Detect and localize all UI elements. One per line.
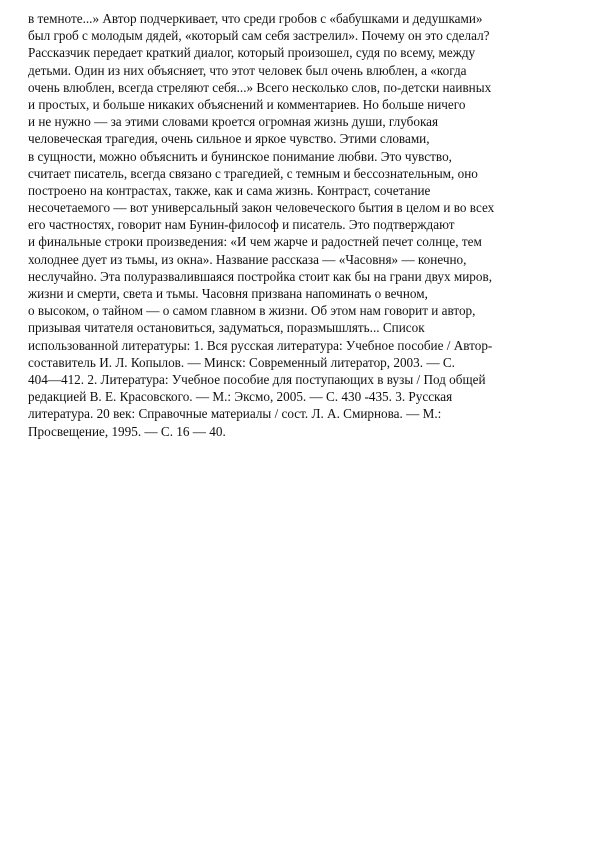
text-line: считает писатель, всегда связано с трагедией, с темным и бессознательным, оно bbox=[28, 165, 478, 181]
text-line: был гроб с молодым дядей, «который сам себя застрелил». Почему он это сделал? bbox=[28, 28, 490, 44]
bibliography-line: использованной литературы: 1. Вся русская литература: Учебное пособие / Автор- bbox=[28, 337, 493, 353]
text-line: в сущности, можно объяснить и бунинское понимание любви. Это чувство, bbox=[28, 148, 452, 164]
bibliography-line: 404—412. 2. Литература: Учебное пособие для поступающих в вузы / Под общей bbox=[28, 371, 486, 387]
text-line: очень влюблен, всегда стреляют себя...» Всего несколько слов, по-детски наивных bbox=[28, 79, 492, 95]
text-line: человеческая трагедия, очень сильное и яркое чувство. Этими словами, bbox=[28, 131, 430, 147]
text-line: и не нужно — за этими словами кроется огромная жизнь души, глубокая bbox=[28, 114, 439, 130]
text-line: и финальные строки произведения: «И чем жарче и радостней печет солнце, тем bbox=[28, 234, 482, 250]
text-line: в темноте...» Автор подчеркивает, что среди гробов с «бабушками и дедушками» bbox=[28, 11, 483, 26]
text-line: неслучайно. Эта полуразвалившаяся постройка стоит как бы на грани двух миров, bbox=[28, 268, 493, 284]
text-line: детьми. Один из них объясняет, что этот человек был очень влюблен, а «когда bbox=[28, 62, 467, 78]
text-line: холоднее дует из тьмы, из окна». Название рассказа — «Часовня» — конечно, bbox=[28, 251, 467, 267]
text-line: Рассказчик передает краткий диалог, который произошел, судя по всему, между bbox=[28, 45, 476, 61]
bibliography-line: составитель И. Л. Копылов. — Минск: Современный литератор, 2003. — С. bbox=[28, 354, 455, 370]
text-line: несочетаемого — вот универсальный закон человеческого бытия в целом и во всех bbox=[28, 200, 495, 216]
text-line: построено на контрастах, также, как и сама жизнь. Контраст, сочетание bbox=[28, 182, 431, 198]
text-line: о высоком, о тайном — о самом главном в жизни. Об этом нам говорит и автор, bbox=[28, 303, 476, 319]
bibliography-line: редакцией В. Е. Красовского. — М.: Эксмо, 2005. — С. 430 -435. 3. Русская bbox=[28, 389, 453, 405]
text-line: жизни и смерти, света и тьмы. Часовня призвана напоминать о вечном, bbox=[28, 286, 428, 301]
text-line: его частностях, говорит нам Бунин-философ и писатель. Это подтверждают bbox=[28, 217, 455, 233]
text-line: и простых, и больше никаких объяснений и комментариев. Но больше ничего bbox=[28, 96, 466, 112]
bibliography-line: Просвещение, 1995. — С. 16 — 40. bbox=[28, 423, 226, 439]
bibliography-line: литература. 20 век: Справочные материалы / сост. Л. А. Смирнова. — М.: bbox=[28, 406, 442, 422]
text-line: призывая читателя остановиться, задуматься, поразмышлять... Список bbox=[28, 320, 425, 336]
document-page bbox=[28, 10, 573, 440]
